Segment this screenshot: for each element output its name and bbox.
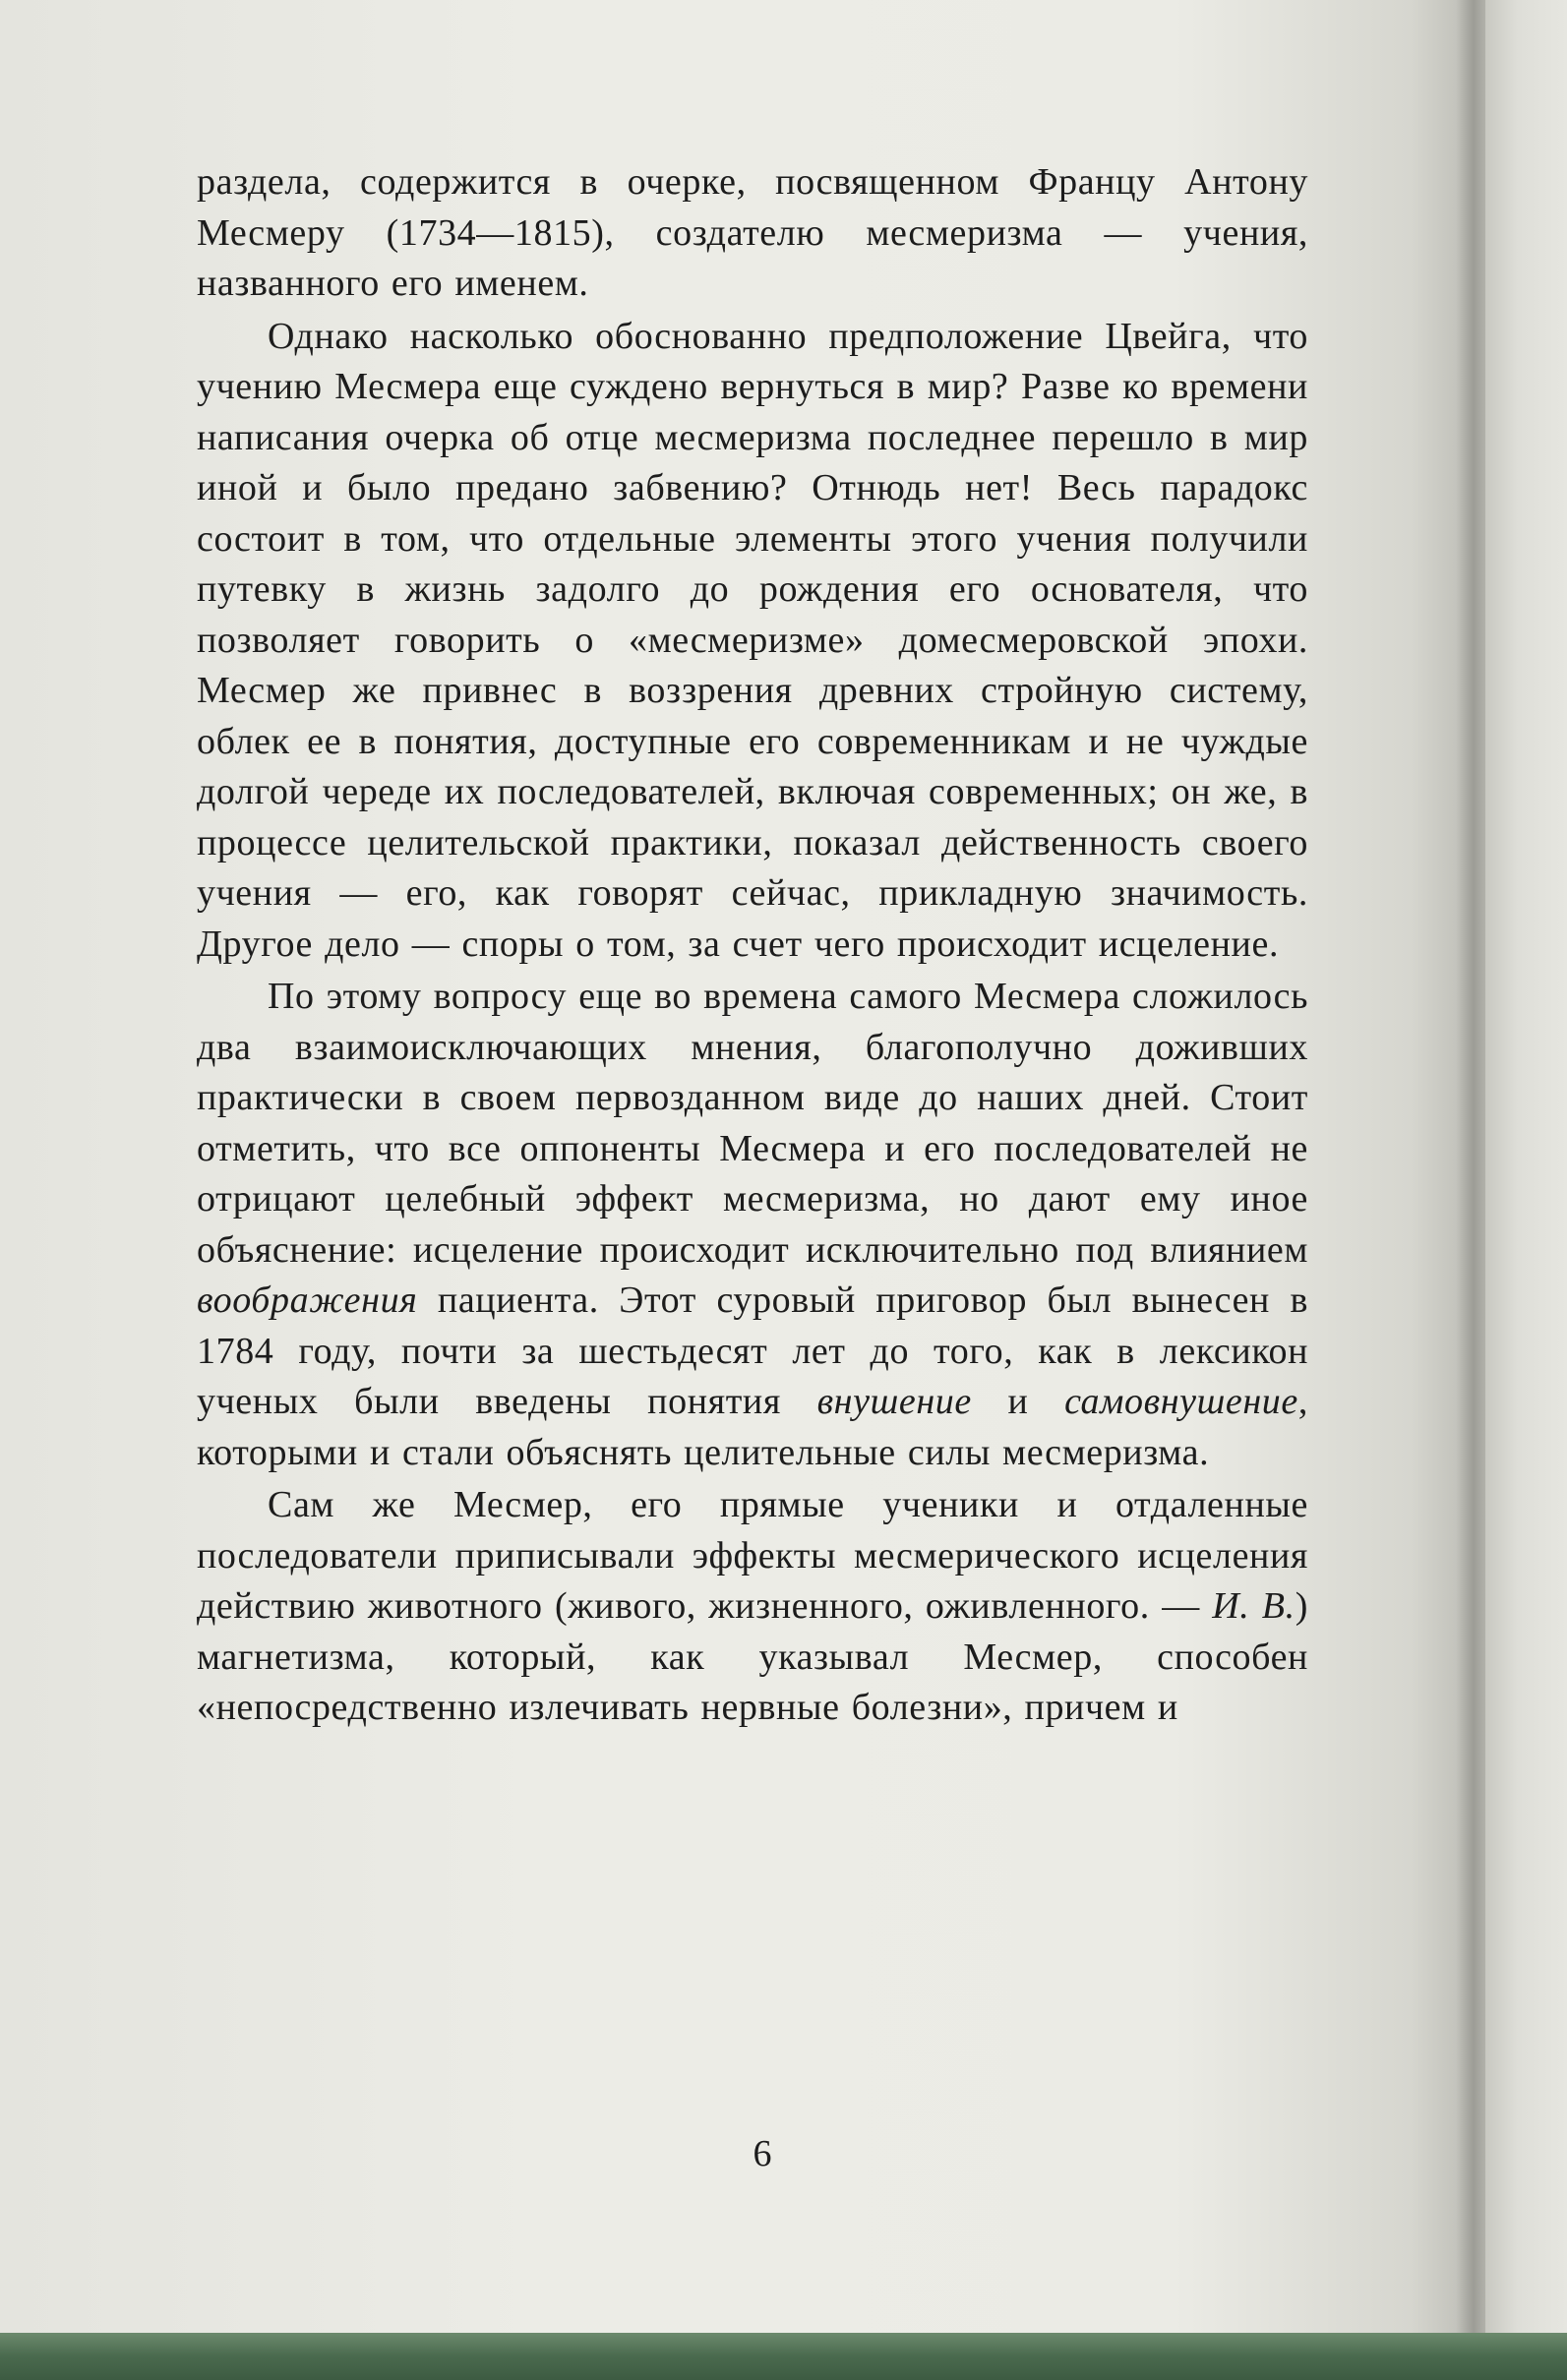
paragraph (197, 157, 1308, 310)
adjacent-page-edge (1485, 0, 1567, 2380)
paragraph (197, 312, 1308, 971)
text-run: Сам же Месмер, его прямые ученики и отдаленные последователи приписывали эффекты месмерического исцеления действию животного (живого, жизненного, оживленного. — (197, 1484, 1308, 1627)
text-run: , которыми и стали объяснять целительные силы месмеризма. (197, 1381, 1308, 1473)
page-gutter-shadow (1456, 0, 1485, 2380)
italic-text: внушение (816, 1381, 972, 1422)
italic-text: самовнушение (1064, 1381, 1298, 1422)
paragraph (197, 1480, 1308, 1734)
text-run: По этому вопросу еще во времена самого Месмера сложилось два взаимоисключающих мнения, благополучно доживших практически в своем первозданном виде до наших дней. Стоит отметить, что все оппоненты Месмера и его последователей не отрицают целебный эффект месмеризма, но дают ему иное объяснение: исцеление происходит исключительно под влиянием (197, 976, 1308, 1271)
italic-text: воображения (197, 1279, 418, 1321)
text-run: пациента. Этот суровый приговор был вынесен в 1784 году, почти за шестьдесят лет до того, как в лексикон ученых были введены понятия (197, 1279, 1308, 1422)
text-run: Однако насколько обоснованно предположение Цвейга, что учению Месмера еще суждено вернуться в мир? Разве ко времени написания очерка об отце месмеризма последнее перешло в мир иной и было предано забвению? Отнюдь нет! Весь парадокс состоит в том, что отдельные элементы этого учения получили путевку в жизнь задолго до рождения его основателя, что позволяет говорить о «месмеризме» домесмеровской эпохи. Месмер же привнес в воззрения древних стройную систему, облек ее в понятия, доступные его современникам и не чуждые долгой череде их последователей, включая современных; он же, в процессе целительской практики, показал действенность своего учения — его, как говорят сейчас, прикладную значимость. Другое дело — споры о том, за счет чего происходит исцеление. (197, 315, 1308, 965)
page-number: 6 (753, 2133, 772, 2174)
text-run: ) магнетизма, который, как указывал Месмер, способен «непосредственно излечивать нервные болезни», причем и (197, 1585, 1308, 1728)
italic-text: И. В. (1212, 1585, 1296, 1627)
text-run: раздела, содержится в очерке, посвященном Францу Антону Месмеру (1734—1815), создателю месмеризма — учения, названного его именем. (197, 161, 1308, 304)
body-text (197, 157, 1308, 1734)
text-run: и (971, 1381, 1065, 1422)
book-cover-edge (0, 2333, 1567, 2380)
paragraph (197, 972, 1308, 1478)
